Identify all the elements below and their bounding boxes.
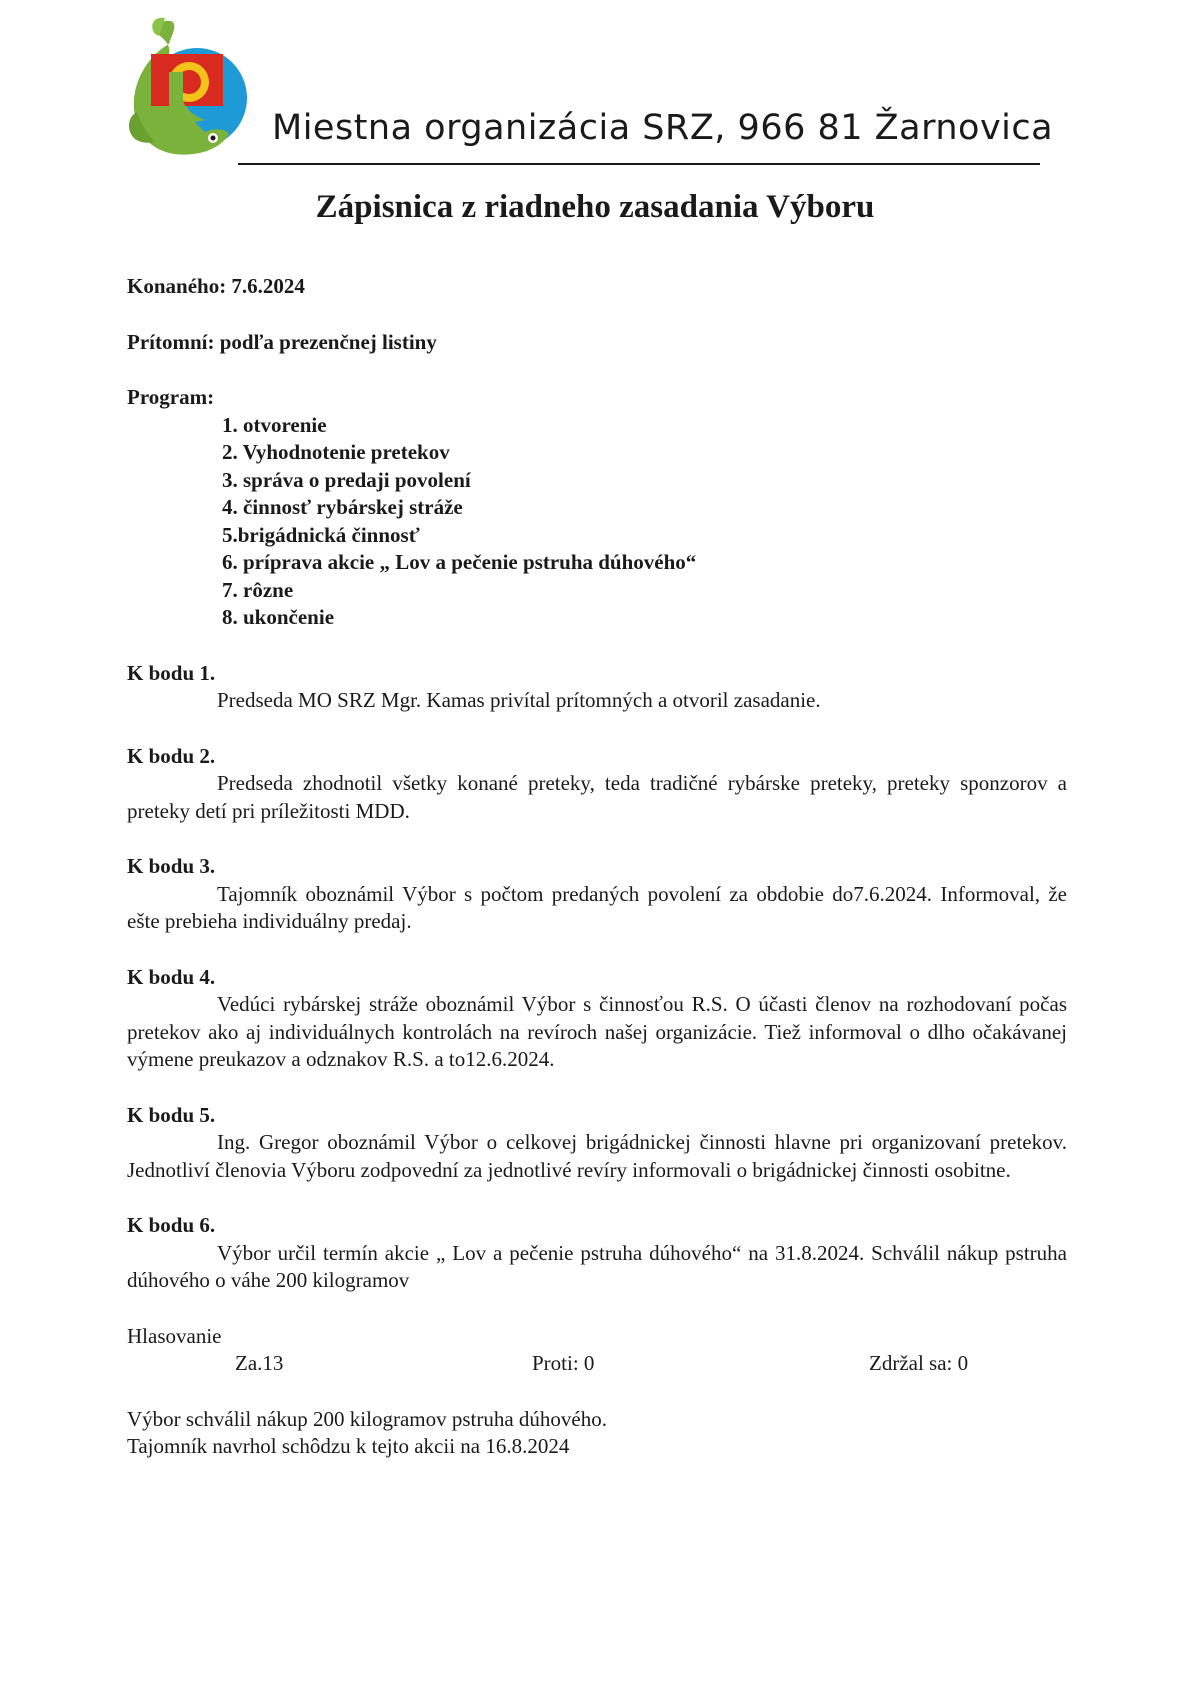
closing-line: Výbor schválil nákup 200 kilogramov pstruha dúhového. xyxy=(127,1406,608,1431)
section-heading: K bodu 3. xyxy=(127,854,216,878)
document-title: Zápisnica z riadneho zasadania Výboru xyxy=(315,189,875,225)
program-item: 1. otvorenie xyxy=(222,412,327,437)
section-heading: K bodu 6. xyxy=(127,1213,216,1237)
program-item: 5.brigádnická činnosť xyxy=(222,522,420,547)
fish-logo-icon xyxy=(125,16,255,166)
section-text: Vedúci rybárskej stráže oboznámil Výbor s činnosťou R.S. O účasti členov na rozhodovaní počas pretekov ako aj individuálnych kontrolách na revíroch našej organizácie. Tiež informoval o dlho očakávanej výmene preukazov a odznakov R.S. a to12.6.2024. xyxy=(127,992,1067,1071)
closing-line: Tajomník navrhol schôdzu k tejto akcii na 16.8.2024 xyxy=(127,1434,570,1458)
section-heading: K bodu 2. xyxy=(127,743,216,768)
section-heading: K bodu 4. xyxy=(127,964,216,989)
voting-results xyxy=(127,1350,1067,1378)
section-point-3 xyxy=(127,853,1067,936)
program-item: 2. Vyhodnotenie pretekov xyxy=(222,440,450,464)
letterhead-rule xyxy=(238,163,1040,165)
document-body xyxy=(127,273,1067,1461)
vote-against: Proti: 0 xyxy=(532,1351,595,1375)
program-item: 7. rôzne xyxy=(222,577,294,602)
organization-name: Miestna organizácia SRZ, 966 81 Žarnovica xyxy=(272,108,1054,148)
meeting-date: Konaného: 7.6.2024 xyxy=(127,274,305,298)
section-heading: K bodu 1. xyxy=(127,660,216,685)
program-heading: Program: xyxy=(127,385,215,409)
program-item: 6. príprava akcie „ Lov a pečenie pstruha dúhového“ xyxy=(222,550,697,574)
section-text: Ing. Gregor oboznámil Výbor o celkovej brigádnickej činnosti hlavne pri organizovaní pretekov. Jednotliví členovia Výboru zodpovední za jednotlivé revíry informovali o brigádnickej činnosti osobitne. xyxy=(127,1130,1067,1182)
section-point-5 xyxy=(127,1102,1067,1185)
section-point-2 xyxy=(127,743,1067,826)
section-text: Tajomník oboznámil Výbor s počtom predaných povolení za obdobie do7.6.2024. Informoval, že ešte prebieha individuálny predaj. xyxy=(127,881,1067,933)
section-heading: K bodu 5. xyxy=(127,1102,216,1127)
voting-heading: Hlasovanie xyxy=(127,1323,222,1348)
section-point-6 xyxy=(127,1212,1067,1295)
vote-for: Za.13 xyxy=(235,1351,284,1375)
section-text: Predseda MO SRZ Mgr. Kamas privítal prítomných a otvoril zasadanie. xyxy=(217,688,821,712)
program-item: 8. ukončenie xyxy=(222,605,335,629)
section-point-4 xyxy=(127,964,1067,1074)
attendance: Prítomní: podľa prezenčnej listiny xyxy=(127,329,437,354)
section-text: Predseda zhodnotil všetky konané preteky, teda tradičné rybárske preteky, preteky sponzorov a preteky detí pri príležitosti MDD. xyxy=(127,771,1067,823)
section-point-1 xyxy=(127,660,1067,715)
letterhead xyxy=(120,16,1054,166)
section-text: Výbor určil termín akcie „ Lov a pečenie pstruha dúhového“ na 31.8.2024. Schválil nákup pstruha dúhového o váhe 200 kilogramov xyxy=(127,1240,1067,1292)
program-list xyxy=(127,412,1067,632)
program-item: 3. správa o predaji povolení xyxy=(222,467,471,492)
program-item: 4. činnosť rybárskej stráže xyxy=(222,495,463,519)
vote-abstain: Zdržal sa: 0 xyxy=(869,1351,969,1375)
